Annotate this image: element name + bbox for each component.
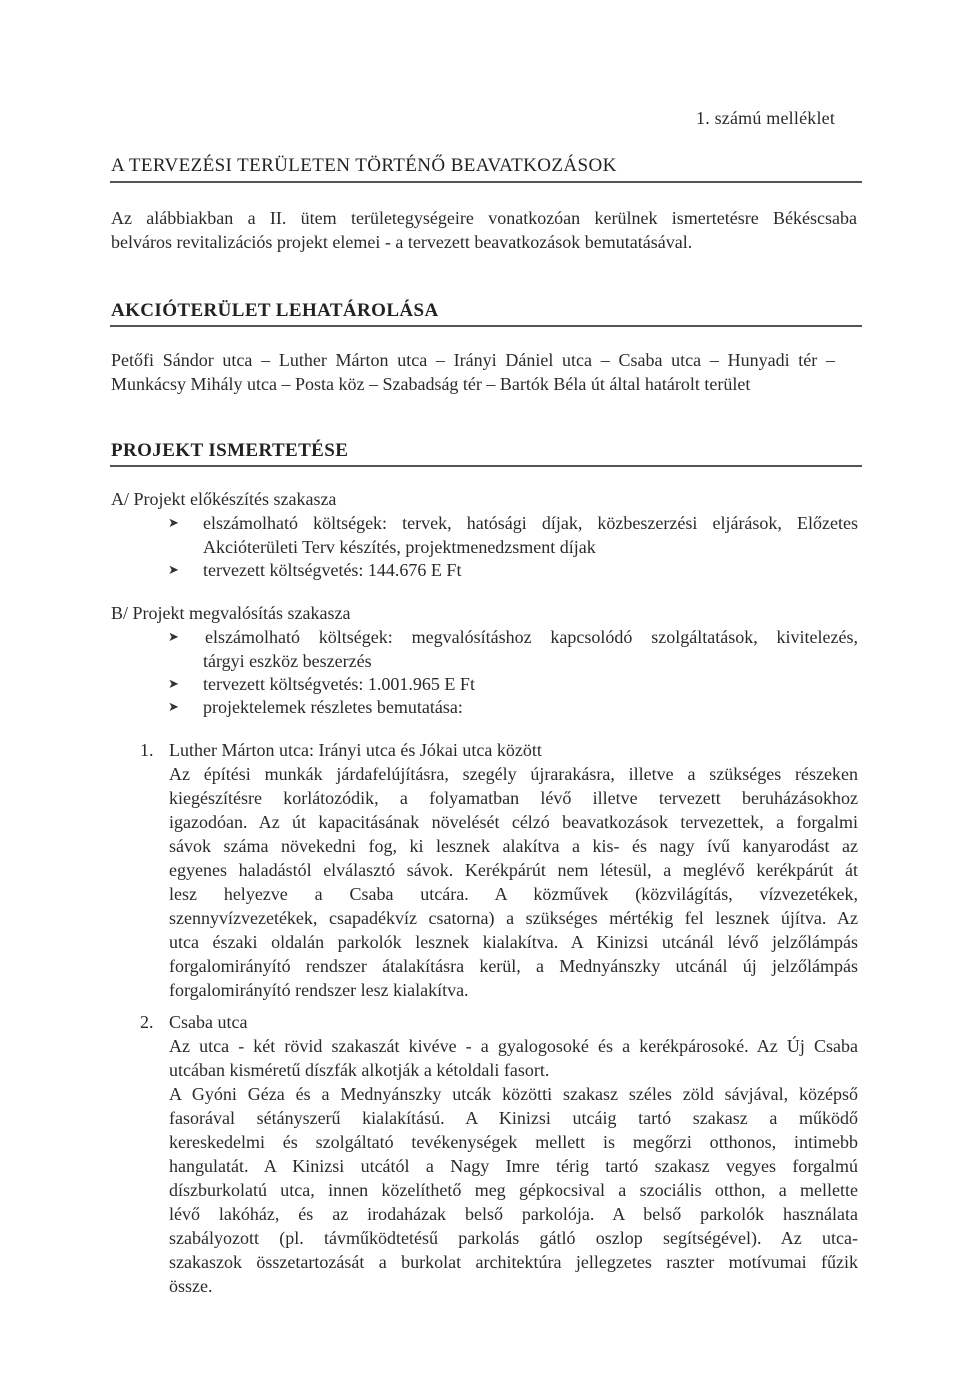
paragraph-line: díszburkolatú utca, innen közelíthető meg gépkocsival a szociális otthon, a mellette (169, 1180, 858, 1200)
phase-a-budget: tervezett költségvetés: 144.676 E Ft (203, 560, 462, 580)
paragraph-line: forgalomirányító rendszer átalakításra kerül, a Mednyánszky utcánál új jelzőlámpás (169, 956, 858, 976)
phase-a-label: A/ Projekt előkészítés szakasza (111, 489, 337, 509)
section-underline (110, 465, 862, 467)
paragraph-line: igazodóan. Az út kapacitásának növelését célzó beavatkozások tervezettek, a forgalmi (169, 812, 858, 832)
paragraph-line: szabályozott (pl. távműködtetésű parkolás gátló oszlop segítségével). Az utca- (169, 1228, 858, 1248)
phase-a-bullet1-line: Akcióterületi Terv készítés, projektmenedzsment díjak (203, 537, 596, 557)
paragraph-line: sávok száma növekedni fog, ki lesznek alakítva a kis- és nagy ívű kanyarodást az (169, 836, 858, 856)
section-underline (110, 325, 862, 327)
boundary-line: Munkácsy Mihály utca – Posta köz – Szabadság tér – Bartók Béla út által határolt terület (111, 374, 751, 394)
paragraph-line: utca északi oldalán parkolók lesznek kialakítva. A Kinizsi utcánál lévő jelzőlámpás (169, 932, 858, 952)
arrowhead-bullet-icon: ➤ (168, 515, 179, 530)
paragraph-line: forgalomirányító rendszer lesz kialakítva. (169, 980, 469, 1000)
phase-b-elements: projektelemek részletes bemutatása: (203, 697, 463, 717)
phase-b-budget: tervezett költségvetés: 1.001.965 E Ft (203, 674, 475, 694)
item-title: Luther Márton utca: Irányi utca és Jókai utca között (169, 740, 542, 760)
paragraph-line: egyenes haladástól elválasztó sávok. Kerékpárút nem létesül, a meglévő kerékpárút át (169, 860, 858, 880)
item-number: 2. (140, 1012, 154, 1032)
intro-line: belváros revitalizációs projekt elemei - a tervezett beavatkozások bemutatásával. (111, 232, 693, 252)
item-number: 1. (140, 740, 154, 760)
paragraph-line: lévő lakóház, és az irodaházak belső parkolója. A belső parkolók használata (169, 1204, 858, 1224)
arrowhead-bullet-icon: ➤ (168, 676, 179, 691)
paragraph-line: A Gyóni Géza és a Mednyánszky utcák közötti szakasz széles zöld sávjával, középső (169, 1084, 858, 1104)
paragraph-line: hangulatát. A Kinizsi utcától a Nagy Imre térig tartó szakasz vegyes forgalmú (169, 1156, 858, 1176)
paragraph-line: össze. (169, 1276, 213, 1296)
paragraph-line: Az építési munkák járdafelújításra, szegély újrarakásra, illetve a szükséges részeken (169, 764, 858, 784)
phase-b-bullet1-line: elszámolható költségek: megvalósításhoz kapcsolódó szolgáltatások, kivitelezés, (205, 627, 858, 647)
paragraph-line: lesz helyezve a Csaba utcára. A közművek (közvilágítás, vízvezetékek, (169, 884, 858, 904)
paragraph-line: fasorával sétányszerű kialakítású. A Kinizsi utcáig tartó szakasz a működő (169, 1108, 858, 1128)
item-title: Csaba utca (169, 1012, 248, 1032)
intro-line: Az alábbiakban a II. ütem területegységeire vonatkozóan kerülnek ismertetésre Békéscsaba (111, 208, 857, 228)
arrowhead-bullet-icon: ➤ (168, 562, 179, 577)
arrowhead-bullet-icon: ➤ (168, 629, 179, 644)
paragraph-line: kereskedelmi és szolgáltató tevékenységek mellett is megőrzi otthonos, intimebb (169, 1132, 858, 1152)
phase-b-label: B/ Projekt megvalósítás szakasza (111, 603, 351, 623)
section-title-action-area: AKCIÓTERÜLET LEHATÁROLÁSA (111, 300, 439, 321)
paragraph-line: utcában kisméretű díszfák alkotják a kétoldali fasort. (169, 1060, 550, 1080)
phase-b-bullet1-line: tárgyi eszköz beszerzés (203, 651, 372, 671)
paragraph-line: szakaszok összetartozását a burkolat architektúra jellegzetes raszter motívumai fűzik (169, 1252, 858, 1272)
section-title-project: PROJEKT ISMERTETÉSE (111, 440, 349, 461)
paragraph-line: szennyvízvezetékek, csapadékvíz csatorna) a szükséges mértékig fel lesznek újítva. Az (169, 908, 858, 928)
annex-label: 1. számú melléklet (696, 108, 836, 128)
phase-a-bullet1-line: elszámolható költségek: tervek, hatósági díjak, közbeszerzési eljárások, Előzetes (203, 513, 858, 533)
main-title: A TERVEZÉSI TERÜLETEN TÖRTÉNŐ BEAVATKOZÁSOK (111, 155, 617, 176)
arrowhead-bullet-icon: ➤ (168, 699, 179, 714)
paragraph-line: Az utca - két rövid szakaszát kivéve - a gyalogosoké és a kerékpárosoké. Az Új Csaba (169, 1036, 858, 1056)
boundary-line: Petőfi Sándor utca – Luther Márton utca – Irányi Dániel utca – Csaba utca – Hunyadi tér – (111, 350, 835, 370)
paragraph-line: kiegészítésre korlátozódik, a folyamatban lévő illetve tervezett beruházásokhoz (169, 788, 858, 808)
title-underline (110, 181, 862, 183)
